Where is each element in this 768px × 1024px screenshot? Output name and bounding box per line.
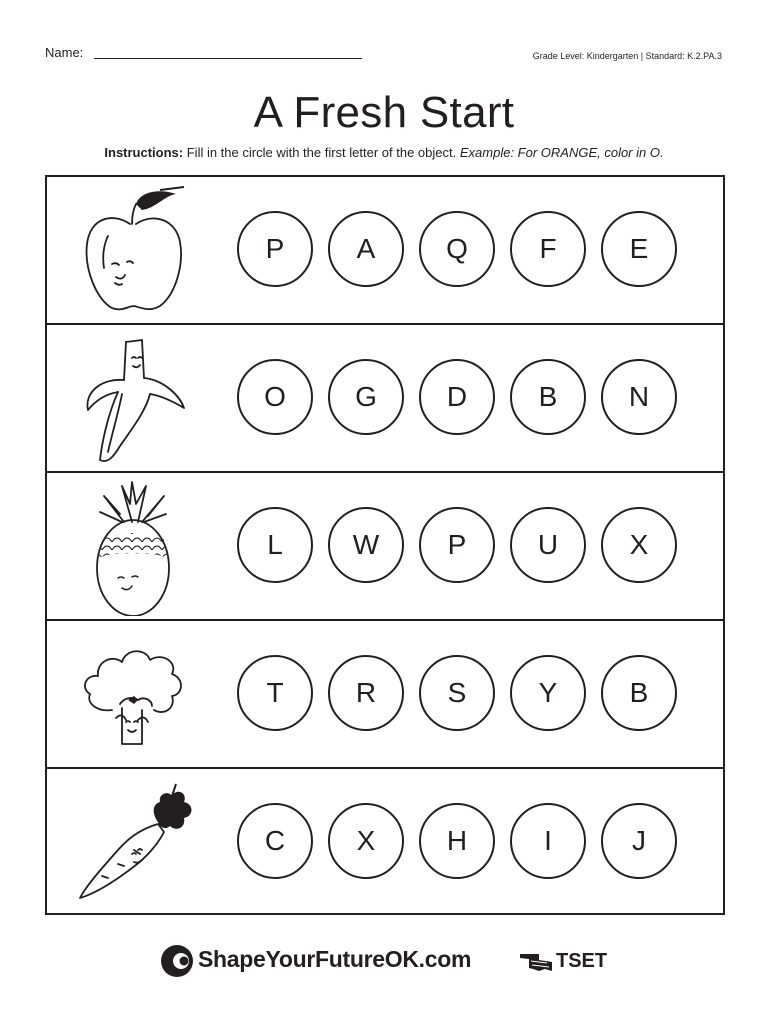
grade-standard-info: Grade Level: Kindergarten | Standard: K.2.PA.3 xyxy=(532,51,722,61)
letter-choice-circle[interactable]: H xyxy=(419,803,495,879)
letter-choice-circle[interactable]: N xyxy=(601,359,677,435)
letter-choice-circle[interactable]: A xyxy=(328,211,404,287)
apple-icon xyxy=(72,182,192,320)
letter-choice-circle[interactable]: P xyxy=(237,211,313,287)
worksheet-row xyxy=(47,473,723,621)
letter-choice-circle[interactable]: R xyxy=(328,655,404,731)
broccoli-icon xyxy=(72,626,192,764)
letter-choice-circle[interactable]: I xyxy=(510,803,586,879)
footer-website-link[interactable]: ShapeYourFutureOK.com xyxy=(198,946,472,972)
letter-choice-circle[interactable]: B xyxy=(510,359,586,435)
instructions xyxy=(0,145,768,160)
letter-choice-circle[interactable]: S xyxy=(419,655,495,731)
tset-logo-text: TSET xyxy=(556,950,608,972)
worksheet-row xyxy=(47,769,723,917)
letter-choice-circle[interactable]: G xyxy=(328,359,404,435)
letter-choice-circle[interactable]: L xyxy=(237,507,313,583)
letter-choice-circle[interactable]: C xyxy=(237,803,313,879)
letter-choice-circle[interactable]: O xyxy=(237,359,313,435)
letter-choice-circle[interactable]: F xyxy=(510,211,586,287)
carrot-icon xyxy=(72,774,192,912)
worksheet-row xyxy=(47,621,723,769)
letter-choice-circle[interactable]: U xyxy=(510,507,586,583)
instructions-example: Example: For ORANGE, color in O. xyxy=(459,145,664,160)
letter-choice-circle[interactable]: T xyxy=(237,655,313,731)
letter-choice-circle[interactable]: Q xyxy=(419,211,495,287)
letter-choice-circle[interactable]: E xyxy=(601,211,677,287)
page-title: A Fresh Start xyxy=(253,88,515,137)
letter-choice-circle[interactable]: J xyxy=(601,803,677,879)
name-field[interactable] xyxy=(94,58,362,59)
banana-icon xyxy=(72,330,192,468)
letter-choice-circle[interactable]: W xyxy=(328,507,404,583)
worksheet-row xyxy=(47,177,723,325)
pineapple-icon xyxy=(72,478,192,616)
letter-choice-circle[interactable]: B xyxy=(601,655,677,731)
letter-choice-circle[interactable]: P xyxy=(419,507,495,583)
instructions-label: Instructions: xyxy=(104,145,184,160)
instructions-text: Fill in the circle with the first letter of the object. xyxy=(183,145,460,160)
shape-your-future-logo-icon xyxy=(160,944,194,978)
letter-choice-circle[interactable]: X xyxy=(328,803,404,879)
worksheet-row xyxy=(47,325,723,473)
letter-choice-circle[interactable]: Y xyxy=(510,655,586,731)
worksheet-grid xyxy=(45,175,725,915)
letter-choice-circle[interactable]: D xyxy=(419,359,495,435)
oklahoma-state-icon xyxy=(519,952,553,972)
name-label: Name: xyxy=(45,45,84,60)
letter-choice-circle[interactable]: X xyxy=(601,507,677,583)
